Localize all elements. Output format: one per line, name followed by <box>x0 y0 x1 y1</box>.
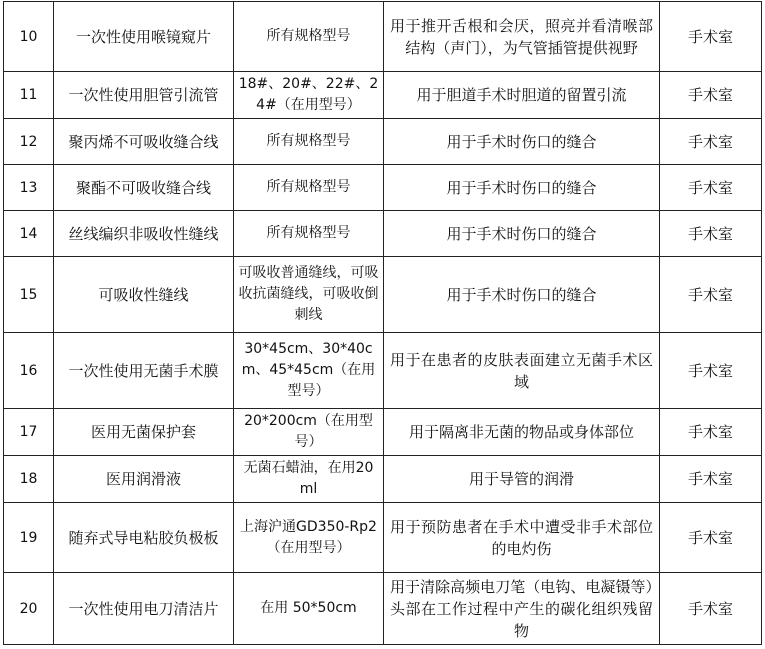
table-row <box>4 456 762 503</box>
product-name: 丝线编织非吸收性缝线 <box>54 211 234 257</box>
product-usage: 用于清除高频电刀笔（电钩、电凝镊等）头部在工作过程中产生的碳化组织残留物 <box>384 573 660 645</box>
product-spec: 上海沪通GD350-Rp2（在用型号） <box>234 503 384 573</box>
product-spec: 30*45cm、30*40cm、45*45cm（在用型号） <box>234 333 384 409</box>
product-usage: 用于手术时伤口的缝合 <box>384 257 660 333</box>
department: 手术室 <box>660 456 762 503</box>
product-spec: 在用 50*50cm <box>234 573 384 645</box>
row-number: 12 <box>4 119 54 165</box>
product-spec: 所有规格型号 <box>234 119 384 165</box>
row-number: 17 <box>4 409 54 456</box>
product-usage: 用于手术时伤口的缝合 <box>384 211 660 257</box>
row-number: 10 <box>4 2 54 72</box>
product-name: 一次性使用喉镜窥片 <box>54 2 234 72</box>
department: 手术室 <box>660 119 762 165</box>
table-row <box>4 165 762 211</box>
product-usage: 用于手术时伤口的缝合 <box>384 165 660 211</box>
row-number: 18 <box>4 456 54 503</box>
product-spec: 所有规格型号 <box>234 211 384 257</box>
product-name: 医用无菌保护套 <box>54 409 234 456</box>
product-name: 一次性使用无菌手术膜 <box>54 333 234 409</box>
product-name: 医用润滑液 <box>54 456 234 503</box>
department: 手术室 <box>660 503 762 573</box>
product-usage: 用于手术时伤口的缝合 <box>384 119 660 165</box>
product-name: 一次性使用胆管引流管 <box>54 72 234 119</box>
table-row <box>4 2 762 72</box>
table-row <box>4 333 762 409</box>
table-row <box>4 119 762 165</box>
product-name: 聚丙烯不可吸收缝合线 <box>54 119 234 165</box>
row-number: 16 <box>4 333 54 409</box>
row-number: 13 <box>4 165 54 211</box>
department: 手术室 <box>660 72 762 119</box>
product-spec: 所有规格型号 <box>234 165 384 211</box>
department: 手术室 <box>660 333 762 409</box>
product-usage: 用于隔离非无菌的物品或身体部位 <box>384 409 660 456</box>
product-spec: 20*200cm（在用型号） <box>234 409 384 456</box>
consumables-table <box>3 1 762 645</box>
product-usage: 用于导管的润滑 <box>384 456 660 503</box>
table-row <box>4 409 762 456</box>
product-usage: 用于在患者的皮肤表面建立无菌手术区域 <box>384 333 660 409</box>
table-row <box>4 72 762 119</box>
table-row <box>4 573 762 645</box>
row-number: 19 <box>4 503 54 573</box>
product-spec: 无菌石蜡油，在用20ml <box>234 456 384 503</box>
row-number: 20 <box>4 573 54 645</box>
department: 手术室 <box>660 2 762 72</box>
row-number: 14 <box>4 211 54 257</box>
department: 手术室 <box>660 211 762 257</box>
product-name: 可吸收性缝线 <box>54 257 234 333</box>
product-spec: 所有规格型号 <box>234 2 384 72</box>
product-usage: 用于预防患者在手术中遭受非手术部位的电灼伤 <box>384 503 660 573</box>
department: 手术室 <box>660 573 762 645</box>
product-spec: 可吸收普通缝线，可吸收抗菌缝线，可吸收倒刺线 <box>234 257 384 333</box>
product-name: 一次性使用电刀清洁片 <box>54 573 234 645</box>
product-name: 聚酯不可吸收缝合线 <box>54 165 234 211</box>
table-row <box>4 257 762 333</box>
table-row <box>4 503 762 573</box>
product-spec: 18#、20#、22#、24#（在用型号） <box>234 72 384 119</box>
product-name: 随弃式导电粘胶负极板 <box>54 503 234 573</box>
product-usage: 用于胆道手术时胆道的留置引流 <box>384 72 660 119</box>
department: 手术室 <box>660 257 762 333</box>
department: 手术室 <box>660 409 762 456</box>
table-row <box>4 211 762 257</box>
row-number: 15 <box>4 257 54 333</box>
product-usage: 用于推开舌根和会厌，照亮并看清喉部结构（声门），为气管插管提供视野 <box>384 2 660 72</box>
department: 手术室 <box>660 165 762 211</box>
row-number: 11 <box>4 72 54 119</box>
